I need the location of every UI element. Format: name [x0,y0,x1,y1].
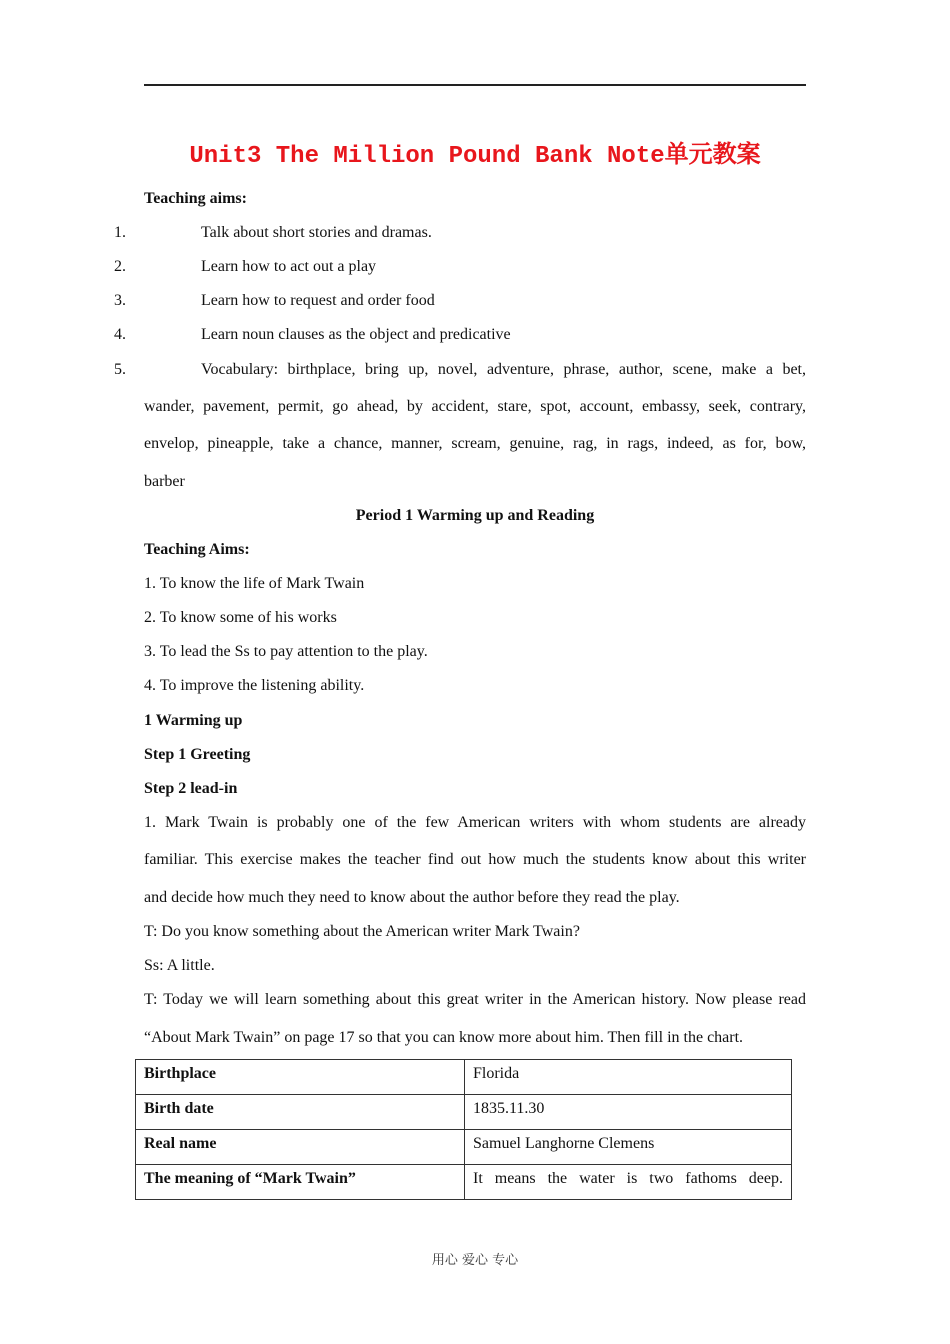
chart-value: 1835.11.30 [465,1095,792,1130]
period-heading: Period 1 Warming up and Reading [355,507,595,524]
dialog-line: T: Do you know something about the American writer Mark Twain? [144,923,580,940]
table-row [136,1130,792,1165]
vocab-line: barber [144,473,185,490]
vocab-line: envelop, pineapple, take a chance, manner, scream, genuine, rag, in rags, indeed, as for, bow, [144,435,806,452]
aim-number: 2. [114,258,126,275]
step-heading: Step 1 Greeting [144,746,251,763]
chart-key: The meaning of “Mark Twain” [136,1165,465,1200]
step-heading: Step 2 lead-in [144,780,238,797]
header-rule [144,84,806,86]
paragraph-line: familiar. This exercise makes the teacher find out how much the students know about this writer [144,851,806,868]
period-aim: 2. To know some of his works [144,609,337,626]
aim-number: 4. [114,326,126,343]
aim-number: 1. [114,224,126,241]
paragraph-line: 1. Mark Twain is probably one of the few American writers with whom students are already [144,814,806,831]
dialog-line: Ss: A little. [144,957,215,974]
aim-text: Learn noun clauses as the object and predicative [201,326,511,343]
teaching-aims-heading: Teaching aims: [144,190,247,207]
table-row [136,1060,792,1095]
dialog-line: “About Mark Twain” on page 17 so that you can know more about him. Then fill in the chart. [144,1029,744,1046]
aim-text: Learn how to request and order food [201,292,435,309]
aim-text: Talk about short stories and dramas. [201,224,432,241]
chart-key: Birthplace [136,1060,465,1095]
period-aim: 4. To improve the listening ability. [144,677,365,694]
paragraph-line: and decide how much they need to know about the author before they read the play. [144,889,680,906]
aim-number: 3. [114,292,126,309]
chart-key: Birth date [136,1095,465,1130]
mark-twain-chart [135,1059,792,1200]
chart-key: Real name [136,1130,465,1165]
table-row [136,1165,792,1200]
section-heading: 1 Warming up [144,712,243,729]
page-footer: 用心 爱心 专心 [431,1253,519,1268]
chart-value: Samuel Langhorne Clemens [465,1130,792,1165]
aim-text: Learn how to act out a play [201,258,377,275]
chart-value: It means the water is two fathoms deep. [465,1165,792,1200]
chart-value: Florida [465,1060,792,1095]
period-aims-heading: Teaching Aims: [144,541,250,558]
aim-text: Vocabulary: birthplace, bring up, novel, adventure, phrase, author, scene, make a bet, [201,361,806,378]
aim-number: 5. [114,361,126,378]
period-aim: 1. To know the life of Mark Twain [144,575,365,592]
period-aim: 3. To lead the Ss to pay attention to the play. [144,643,428,660]
vocab-line: wander, pavement, permit, go ahead, by accident, stare, spot, account, embassy, seek, contrary, [144,398,806,415]
table-row [136,1095,792,1130]
dialog-line: T: Today we will learn something about this great writer in the American history. Now please read [144,991,806,1008]
page-title: Unit3 The Million Pound Bank Note单元教案 [189,143,761,170]
